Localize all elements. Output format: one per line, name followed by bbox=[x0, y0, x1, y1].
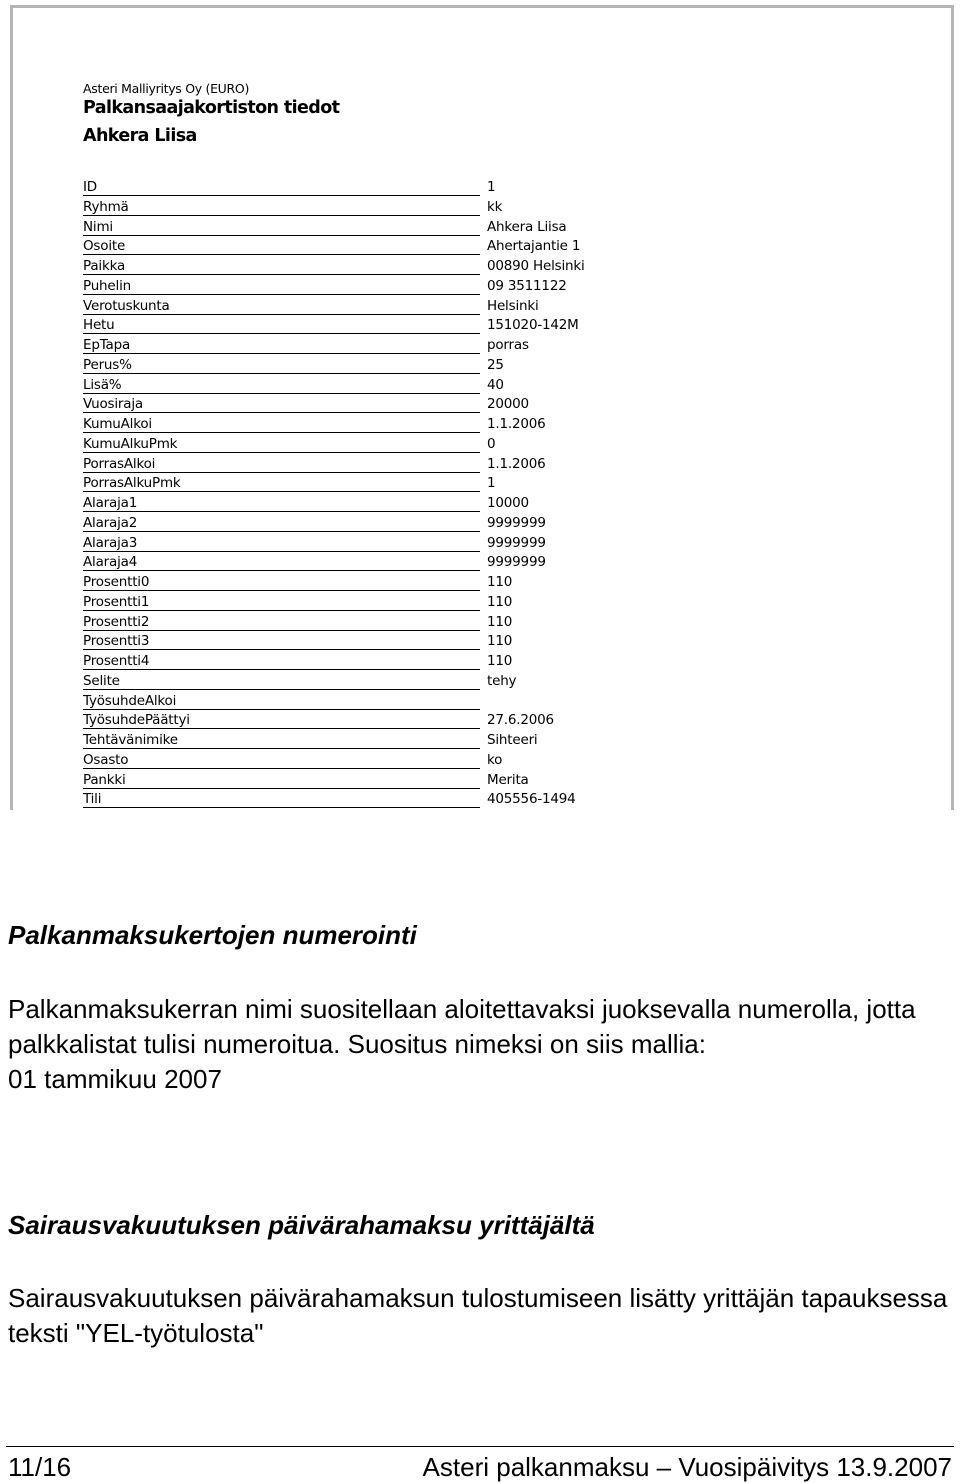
field-row bbox=[83, 316, 683, 336]
field-row bbox=[83, 534, 683, 554]
field-row bbox=[83, 771, 683, 791]
field-row bbox=[83, 553, 683, 573]
field-label: PorrasAlkoi bbox=[83, 455, 156, 472]
field-label: Alaraja3 bbox=[83, 534, 138, 551]
field-value: Merita bbox=[487, 771, 529, 788]
field-row bbox=[83, 356, 683, 376]
field-label: Alaraja4 bbox=[83, 554, 138, 571]
field-underline bbox=[83, 412, 480, 413]
field-underline bbox=[83, 728, 480, 729]
document-title: Asteri palkanmaksu – Vuosipäivitys 13.9.2007 bbox=[422, 1452, 952, 1482]
field-label: Paikka bbox=[83, 258, 126, 274]
field-row bbox=[83, 237, 683, 257]
field-value: 9999999 bbox=[487, 514, 546, 531]
field-underline bbox=[83, 570, 480, 571]
field-row bbox=[83, 751, 683, 771]
section-paragraph-sickness-insurance: Sairausvakuutuksen päivärahamaksun tulostumiseen lisätty yrittäjän tapauksessa teksti "YEL-työtulosta" bbox=[8, 1283, 948, 1348]
field-underline bbox=[83, 353, 480, 354]
field-value: 110 bbox=[487, 593, 513, 610]
field-label: Pankki bbox=[83, 771, 126, 788]
field-value: 1.1.2006 bbox=[487, 455, 546, 472]
field-label: Tili bbox=[83, 791, 102, 808]
field-row bbox=[83, 435, 683, 455]
field-underline bbox=[83, 768, 480, 769]
field-label: Ryhmä bbox=[83, 198, 129, 215]
field-label: KumuAlkoi bbox=[83, 416, 152, 432]
field-underline bbox=[83, 630, 480, 631]
numbering-example: 01 tammikuu 2007 bbox=[8, 1064, 222, 1094]
field-value: 1 bbox=[487, 475, 496, 492]
field-value: 110 bbox=[487, 574, 513, 590]
field-underline bbox=[83, 649, 480, 650]
field-value: 405556-1494 bbox=[487, 791, 576, 808]
field-label: Puhelin bbox=[83, 277, 131, 294]
field-row bbox=[83, 395, 683, 415]
field-value: tehy bbox=[487, 672, 517, 689]
field-label: Prosentti0 bbox=[83, 574, 150, 590]
employee-card-screenshot bbox=[10, 5, 954, 810]
field-underline bbox=[83, 393, 480, 394]
field-value: 25 bbox=[487, 356, 504, 373]
field-label: Selite bbox=[83, 672, 120, 689]
field-underline bbox=[83, 551, 480, 552]
field-label: PorrasAlkuPmk bbox=[83, 475, 181, 492]
field-row bbox=[83, 376, 683, 396]
field-label: Verotuskunta bbox=[83, 297, 170, 314]
field-label: Prosentti3 bbox=[83, 633, 150, 650]
field-value: Ahkera Liisa bbox=[487, 218, 567, 235]
company-name: Asteri Malliyritys Oy (EURO) bbox=[83, 81, 250, 96]
field-label: KumuAlkuPmk bbox=[83, 435, 178, 452]
field-value: Ahertajantie 1 bbox=[487, 238, 581, 255]
field-value: 1.1.2006 bbox=[487, 416, 546, 432]
field-label: Lisä% bbox=[83, 376, 122, 393]
field-underline bbox=[83, 590, 480, 591]
field-row bbox=[83, 198, 683, 218]
field-value: 9999999 bbox=[487, 534, 546, 551]
field-row bbox=[83, 514, 683, 534]
field-value: 09 3511122 bbox=[487, 277, 567, 294]
field-row bbox=[83, 652, 683, 672]
field-underline bbox=[83, 689, 480, 690]
field-label: Prosentti2 bbox=[83, 613, 150, 630]
field-label: Osasto bbox=[83, 751, 129, 768]
field-value: 110 bbox=[487, 613, 513, 630]
field-list bbox=[83, 178, 683, 810]
field-label: Osoite bbox=[83, 238, 126, 255]
field-label: Alaraja2 bbox=[83, 514, 138, 531]
field-value: 00890 Helsinki bbox=[487, 258, 585, 274]
field-value: 9999999 bbox=[487, 554, 546, 571]
field-label: Tehtävänimike bbox=[83, 732, 178, 748]
card-title: Palkansaajakortiston tiedot bbox=[83, 98, 340, 118]
field-underline bbox=[83, 195, 480, 196]
field-underline bbox=[83, 314, 480, 315]
field-row bbox=[83, 672, 683, 692]
field-row bbox=[83, 790, 683, 810]
employee-name: Ahkera Liisa bbox=[83, 126, 197, 146]
field-label: TyösuhdePäättyi bbox=[83, 712, 190, 729]
field-row bbox=[83, 277, 683, 297]
field-value: 110 bbox=[487, 633, 513, 650]
field-value: 20000 bbox=[487, 396, 529, 413]
field-value: Sihteeri bbox=[487, 732, 538, 748]
field-underline bbox=[83, 274, 480, 275]
field-label: Alaraja1 bbox=[83, 495, 138, 511]
field-underline bbox=[83, 807, 480, 808]
field-row bbox=[83, 613, 683, 633]
field-label: ID bbox=[83, 179, 97, 195]
field-underline bbox=[83, 669, 480, 670]
field-label: Vuosiraja bbox=[83, 396, 143, 413]
field-row bbox=[83, 297, 683, 317]
field-value: ko bbox=[487, 751, 503, 768]
field-underline bbox=[83, 491, 480, 492]
field-value: Helsinki bbox=[487, 297, 539, 314]
field-underline bbox=[83, 373, 480, 374]
field-label: Nimi bbox=[83, 218, 113, 235]
section-paragraph-numbering bbox=[8, 992, 948, 1097]
field-value: 151020-142M bbox=[487, 317, 579, 334]
field-underline bbox=[83, 531, 480, 532]
field-underline bbox=[83, 432, 480, 433]
field-label: Prosentti1 bbox=[83, 593, 150, 610]
field-value: porras bbox=[487, 337, 529, 353]
section-heading-numbering: Palkanmaksukertojen numerointi bbox=[8, 920, 417, 950]
field-label: Hetu bbox=[83, 317, 115, 334]
field-underline bbox=[83, 511, 480, 512]
field-underline bbox=[83, 788, 480, 789]
field-row bbox=[83, 731, 683, 751]
field-value: 27.6.2006 bbox=[487, 712, 554, 729]
field-value: 40 bbox=[487, 376, 504, 393]
field-row bbox=[83, 474, 683, 494]
field-underline bbox=[83, 235, 480, 236]
field-value: 10000 bbox=[487, 495, 529, 511]
field-row bbox=[83, 593, 683, 613]
field-underline bbox=[83, 333, 480, 334]
field-underline bbox=[83, 254, 480, 255]
field-underline bbox=[83, 452, 480, 453]
field-row bbox=[83, 218, 683, 238]
field-row bbox=[83, 178, 683, 198]
field-underline bbox=[83, 215, 480, 216]
employee-card-content bbox=[83, 8, 951, 810]
field-value: 1 bbox=[487, 179, 496, 195]
field-row bbox=[83, 573, 683, 593]
footer-divider bbox=[6, 1446, 954, 1447]
field-label: EpTapa bbox=[83, 337, 131, 353]
field-value: kk bbox=[487, 198, 503, 215]
field-value: 0 bbox=[487, 435, 496, 452]
field-row bbox=[83, 257, 683, 277]
field-row bbox=[83, 711, 683, 731]
field-label: TyösuhdeAlkoi bbox=[83, 692, 177, 709]
field-underline bbox=[83, 294, 480, 295]
field-underline bbox=[83, 748, 480, 749]
field-label: Perus% bbox=[83, 356, 132, 373]
page-number: 11/16 bbox=[8, 1452, 72, 1482]
field-value: 110 bbox=[487, 653, 513, 669]
field-underline bbox=[83, 610, 480, 611]
field-row bbox=[83, 494, 683, 514]
field-row bbox=[83, 692, 683, 712]
field-row bbox=[83, 415, 683, 435]
numbering-text: Palkanmaksukerran nimi suositellaan aloitettavaksi juoksevalla numerolla, jotta palkkalistat tulisi numeroitua. Suositus nimeksi on siis mallia: bbox=[8, 994, 916, 1059]
field-underline bbox=[83, 472, 480, 473]
field-label: Prosentti4 bbox=[83, 653, 150, 669]
field-row bbox=[83, 336, 683, 356]
field-row bbox=[83, 632, 683, 652]
section-heading-sickness-insurance: Sairausvakuutuksen päivärahamaksu yrittäjältä bbox=[8, 1210, 595, 1240]
field-row bbox=[83, 455, 683, 475]
field-underline bbox=[83, 709, 480, 710]
